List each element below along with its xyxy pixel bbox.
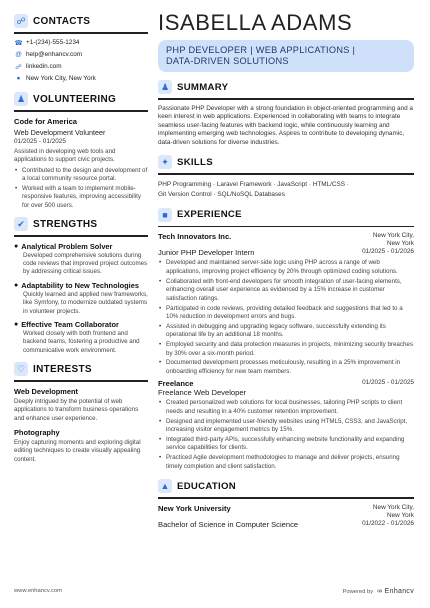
- school-location: New York City, New York: [372, 503, 414, 519]
- job-role: Freelance Web Developer: [158, 388, 247, 398]
- contact-phone[interactable]: ☎ +1-(234)-555-1234: [14, 39, 80, 47]
- interests-section: [14, 362, 148, 464]
- volunteer-dates: 01/2025 - 01/2025: [14, 137, 66, 145]
- contact-linkedin[interactable]: ☍ linkedin.com: [15, 63, 62, 71]
- list-item: • Collaborated with front-end developers for smooth integration of user-facing elements, enhancing overall user experience as evidenced by a 15% increase in customer satisfaction ratings.: [158, 278, 414, 303]
- company-name: Freelance: [158, 379, 194, 389]
- list-item: • Designed and implemented user-friendly websites using HTML5, CSS3, and JavaScript, increasing visitor engagement metrics by 15%.: [158, 418, 414, 435]
- education-dates: 01/2022 - 01/2026: [362, 519, 414, 527]
- briefcase-icon: ■: [158, 208, 172, 222]
- interest-desc: Deeply intrigued by the potential of web applications to transform business operations and enhance user experience.: [14, 397, 139, 422]
- list-item: • Created personalized web solutions for local businesses, tailoring PHP scripts to client needs and resulting in a 40% customer retention improvement.: [158, 399, 414, 416]
- volunteering-section: [14, 92, 148, 210]
- experience-section: [158, 208, 414, 471]
- linkedin-icon: ☍: [15, 63, 22, 71]
- job-bullets: [158, 259, 414, 376]
- strength-item: ● Adaptability to New Technologies Quickly learned and applied new frameworks, like Symfony, to modernize outdated systems in volunteer projects.: [14, 280, 148, 315]
- strength-item: ● Effective Team Collaborator Worked closely with both frontend and backend teams, fostering a productive and communicative work environment.: [14, 320, 140, 354]
- interest-title: Photography: [14, 428, 60, 437]
- degree: Bachelor of Science in Computer Science: [158, 519, 299, 529]
- heart-icon: ♡: [14, 362, 28, 376]
- list-item: • Employed security and data protection measures in projects, minimizing security breaches by 30% over a six-month period.: [158, 341, 414, 358]
- right-column: [158, 10, 414, 529]
- strength-item: ● Analytical Problem Solver Developed comprehensive solutions during code reviews that improved project outcomes by addressing critical issues.: [14, 241, 148, 276]
- section-divider: [158, 226, 414, 228]
- interest-title: Web Development: [14, 386, 78, 396]
- skills-heading: SKILLS: [177, 156, 213, 168]
- interest-desc: Enjoy capturing moments and exploring digital editing techniques to create visually appealing content.: [14, 439, 141, 463]
- summary-heading: SUMMARY: [177, 81, 229, 93]
- experience-heading: EXPERIENCE: [177, 209, 242, 221]
- contact-card-icon: ☍: [14, 14, 28, 28]
- candidate-name: ISABELLA ADAMS: [158, 10, 353, 35]
- list-item: • Documented development processes meticulously, resulting in a 25% improvement in onboarding efficiency for new team members.: [158, 359, 414, 376]
- headline-line: DATA-DRIVEN SOLUTIONS: [166, 56, 289, 66]
- skills-line: PHP Programming · Laravel Framework · JavaScript · HTML/CSS ·: [158, 180, 349, 188]
- volunteer-org: Code for America: [14, 116, 78, 126]
- job-location: New York City, New York: [372, 232, 414, 248]
- section-divider: [158, 173, 414, 175]
- bullet-icon: ●: [14, 321, 19, 329]
- list-item: • Practiced Agile development methodologies to manage and deliver projects, ensuring timely completion and client satisfaction.: [158, 454, 414, 471]
- list-item: • Worked with a team to implement mobile-responsive features, improving accessibility for over 500 users.: [14, 185, 148, 210]
- summary-text: Passionate PHP Developer with a strong foundation in object-oriented programming and a keen interest in web applications. Experienced in collaborating with teams to integrate seamless user-facing features with backend logic, while continuously learning and implementing emerging web technologies. Aspires to contribute to developing dynamic, data-driven solutions for diverse industries.: [158, 104, 413, 146]
- section-divider: [158, 497, 414, 499]
- section-divider: [14, 380, 148, 382]
- headline-box: [158, 40, 414, 72]
- education-heading: EDUCATION: [177, 480, 237, 492]
- enhancv-logo-icon: ∞ Enhancv: [377, 588, 414, 595]
- location-pin-icon: ●: [16, 75, 21, 83]
- job-entry: [158, 232, 414, 376]
- thumbs-up-icon: ✔: [14, 217, 28, 231]
- footer: [14, 588, 414, 595]
- education-section: [158, 479, 414, 529]
- contact-location: ● New York City, New York: [14, 75, 148, 82]
- section-divider: [14, 110, 148, 112]
- job-dates: 01/2025 - 01/2025: [362, 379, 414, 387]
- job-entry: [158, 379, 414, 471]
- volunteering-heading: VOLUNTEERING: [33, 93, 117, 105]
- strengths-section: [14, 217, 148, 355]
- summary-section: [158, 80, 414, 147]
- interests-heading: INTERESTS: [33, 363, 92, 375]
- company-name: Tech Innovators Inc.: [158, 232, 232, 242]
- section-divider: [14, 235, 148, 237]
- strengths-heading: STRENGTHS: [33, 218, 98, 230]
- phone-icon: ☎: [14, 39, 23, 47]
- job-bullets: [158, 399, 414, 471]
- section-divider: [158, 98, 414, 100]
- bullet-icon: ●: [14, 281, 19, 289]
- school-name: New York University: [158, 503, 231, 513]
- list-item: • Assisted in debugging and upgrading legacy software, successfully extending its operational life by an additional 18 months.: [158, 323, 414, 340]
- bullet-icon: ●: [14, 242, 19, 250]
- headline-line: PHP DEVELOPER | WEB APPLICATIONS |: [166, 45, 356, 55]
- volunteer-role: Web Development Volunteer: [14, 127, 106, 137]
- skills-section: [158, 155, 414, 200]
- list-item: • Integrated third-party APIs, successfully enhancing website functionality and expanding service capabilities for clients.: [158, 436, 414, 453]
- list-item: • Developed and maintained server-side logic using PHP across a range of web applications, improving project efficiency by 20% through optimized coding solutions.: [158, 259, 414, 276]
- volunteer-desc: Assisted in developing web tools and applications to support civic projects.: [14, 147, 116, 164]
- section-divider: [14, 32, 148, 34]
- left-column: [14, 14, 148, 464]
- volunteer-bullets: [14, 167, 148, 211]
- star-icon: ✦: [158, 155, 172, 169]
- contacts-heading: CONTACTS: [33, 15, 91, 27]
- user-icon: ♟: [158, 80, 172, 94]
- footer-website-link[interactable]: www.enhancv.com: [14, 588, 62, 594]
- person-icon: ♟: [14, 92, 28, 106]
- contact-email[interactable]: @ help@enhancv.com: [15, 51, 83, 59]
- skills-line: Git Version Control · SQL/NoSQL Databases: [158, 190, 285, 198]
- job-dates: 01/2025 - 01/2026: [362, 248, 414, 256]
- job-role: Junior PHP Developer Intern: [158, 248, 255, 258]
- graduation-cap-icon: ▲: [158, 479, 172, 493]
- email-icon: @: [15, 51, 22, 59]
- list-item: • Contributed to the design and development of a local community resource portal.: [14, 167, 148, 184]
- footer-brand: Powered by ∞ Enhancv: [342, 588, 414, 595]
- list-item: • Participated in code reviews, providing detailed feedback and suggestions that led to a 10% reduction in development errors and bugs.: [158, 305, 414, 322]
- contacts-section: [14, 14, 148, 82]
